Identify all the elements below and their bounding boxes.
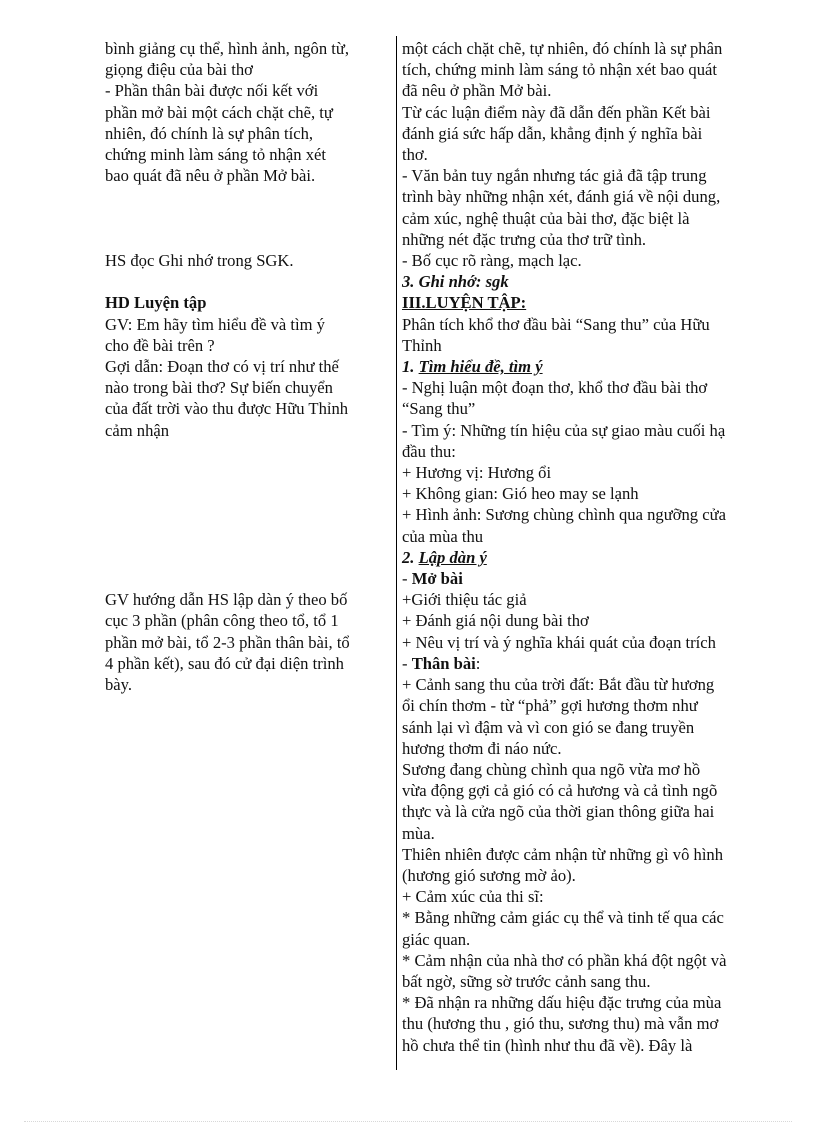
- text-line: phần mở bài một cách chặt chẽ, tự: [105, 102, 333, 122]
- text-line: - Văn bản tuy ngắn nhưng tác giả đã tập trung: [402, 166, 707, 186]
- text-line: nào trong bài thơ? Sự biến chuyển: [105, 378, 333, 398]
- text-line: đầu thu:: [402, 441, 456, 461]
- text-line: ổi chín thơm - từ “phả” gợi hương thơm như: [402, 696, 698, 716]
- left-column: [105, 38, 391, 695]
- text-line: - Nghị luận một đoạn thơ, khổ thơ đầu bài thơ: [402, 378, 708, 398]
- text-line: [402, 547, 784, 568]
- text-line: thực và là cửa ngõ của thời gian thông giữa hai: [402, 802, 715, 822]
- text-line: phần mở bài, tổ 2-3 phần thân bài, tổ: [105, 632, 350, 652]
- text-line: bình giảng cụ thể, hình ảnh, ngôn từ,: [105, 39, 350, 58]
- blank-line: [105, 547, 391, 568]
- line-prefix: 2.: [402, 547, 419, 567]
- text-line: bày.: [105, 674, 133, 694]
- text-line: [402, 356, 784, 377]
- text-line: 4 phần kết), sau đó cử đại diện trình: [105, 653, 344, 673]
- blank-line: [105, 441, 391, 462]
- section-heading: Lập dàn ý: [418, 547, 487, 567]
- text-line: - Bố cục rõ ràng, mạch lạc.: [402, 251, 582, 271]
- section-heading: HD Luyện tập: [105, 293, 207, 313]
- text-line: HS đọc Ghi nhớ trong SGK.: [105, 250, 294, 270]
- text-line: Từ các luận điểm này đã dẫn đến phần Kết bài: [402, 102, 711, 122]
- text-line: + Cảm xúc của thi sĩ:: [402, 887, 544, 907]
- blank-line: [105, 504, 391, 525]
- text-line: của mùa thu: [402, 526, 484, 546]
- text-line: + Cảnh sang thu của trời đất: Bắt đầu từ hương: [402, 675, 715, 695]
- blank-line: [105, 186, 391, 207]
- line-prefix: 1.: [402, 357, 419, 377]
- text-line: + Không gian: Gió heo may se lạnh: [402, 484, 639, 504]
- blank-line: [105, 271, 391, 292]
- text-line: vừa động gợi cả gió có cả hương và cả tình ngõ: [402, 781, 718, 801]
- text-line: cảm xúc, nghệ thuật của bài thơ, đặc biệt là: [402, 208, 690, 228]
- text-line: đã nêu ở phần Mở bài.: [402, 81, 552, 101]
- right-column: [402, 38, 784, 1056]
- text-line: thu (hương thu , gió thu, sương thu) mà vẫn mơ: [402, 1014, 719, 1034]
- blank-line: [105, 229, 391, 250]
- text-line: * Bằng những cảm giác cụ thể và tinh tế qua các: [402, 908, 724, 928]
- text-line: cảm nhận: [105, 420, 170, 440]
- text-line: thơ.: [402, 145, 428, 165]
- text-line: những nét đặc trưng của thơ trữ tình.: [402, 229, 647, 249]
- text-line: * Đã nhận ra những dấu hiệu đặc trưng của mùa: [402, 993, 722, 1013]
- text-line: bao quát đã nêu ở phần Mở bài.: [105, 166, 316, 186]
- blank-line: [105, 526, 391, 547]
- text-line: (hương gió sương mờ ảo).: [402, 865, 576, 885]
- text-line: đánh giá sức hấp dẫn, khẳng định ý nghĩa bài: [402, 123, 703, 143]
- text-line: Phân tích khổ thơ đầu bài “Sang thu” của Hữu: [402, 314, 710, 334]
- text-line: + Hương vị: Hương ổi: [402, 463, 552, 483]
- text-line: Sương đang chùng chình qua ngõ vừa mơ hồ: [402, 759, 701, 779]
- text-line: tích, chứng minh làm sáng tỏ nhận xét bao quát: [402, 60, 717, 80]
- blank-line: [105, 483, 391, 504]
- text-line: trình bày những nhận xét, đánh giá về nội dung,: [402, 187, 721, 207]
- text-line: Thỉnh: [402, 335, 442, 355]
- text-line: hương thơm đi náo nức.: [402, 738, 562, 758]
- section-heading: Thân bài: [411, 653, 476, 673]
- text-line: [402, 653, 784, 674]
- text-line: + Nêu vị trí và ý nghĩa khái quát của đoạn trích: [402, 632, 716, 652]
- text-line: giọng điệu của bài thơ: [105, 60, 253, 80]
- text-line: của đất trời vào thu được Hữu Thỉnh: [105, 399, 349, 419]
- text-line: Thiên nhiên được cảm nhận từ những gì vô hình: [402, 844, 724, 864]
- section-heading: Tìm hiểu đề, tìm ý: [418, 357, 543, 377]
- text-line: một cách chặt chẽ, tự nhiên, đó chính là sự phân: [402, 39, 723, 58]
- text-line: cục 3 phần (phân công theo tổ, tổ 1: [105, 611, 339, 631]
- text-line: - Tìm ý: Những tín hiệu của sự giao màu cuối hạ: [402, 420, 726, 440]
- text-line: - Phần thân bài được nối kết với: [105, 81, 319, 101]
- section-heading: 3. Ghi nhớ: sgk: [402, 272, 509, 292]
- line-prefix: -: [402, 653, 412, 673]
- blank-line: [105, 568, 391, 589]
- line-prefix: -: [402, 569, 412, 589]
- line-suffix: :: [475, 653, 481, 673]
- column-divider: [396, 36, 397, 1070]
- text-line: + Hình ảnh: Sương chùng chình qua ngưỡng cửa: [402, 505, 726, 525]
- text-line: mùa.: [402, 823, 435, 843]
- text-line: hồ chưa thể tin (hình như thu đã về). Đây là: [402, 1035, 693, 1055]
- text-line: “Sang thu”: [402, 399, 476, 419]
- text-line: GV hướng dẫn HS lập dàn ý theo bố: [105, 590, 348, 610]
- text-line: chứng minh làm sáng tỏ nhận xét: [105, 145, 326, 165]
- section-heading: III.LUYỆN TẬP:: [402, 293, 527, 313]
- text-line: cho đề bài trên ?: [105, 335, 215, 355]
- text-line: giác quan.: [402, 929, 471, 949]
- text-line: * Cảm nhận của nhà thơ có phần khá đột ngột và: [402, 950, 727, 970]
- blank-line: [105, 208, 391, 229]
- text-line: sánh lại vì đậm và vì con gió se đang truyền: [402, 717, 695, 737]
- text-line: nhiên, đó chính là sự phân tích,: [105, 123, 314, 143]
- text-line: GV: Em hãy tìm hiểu đề và tìm ý: [105, 314, 325, 334]
- section-heading: Mở bài: [411, 569, 463, 589]
- text-line: + Đánh giá nội dung bài thơ: [402, 611, 589, 631]
- text-line: bất ngờ, sững sờ trước cảnh sang thu.: [402, 971, 651, 991]
- blank-line: [105, 462, 391, 483]
- text-line: Gợi dẫn: Đoạn thơ có vị trí như thế: [105, 356, 339, 376]
- text-line: +Giới thiệu tác giả: [402, 590, 527, 610]
- text-line: [402, 568, 784, 589]
